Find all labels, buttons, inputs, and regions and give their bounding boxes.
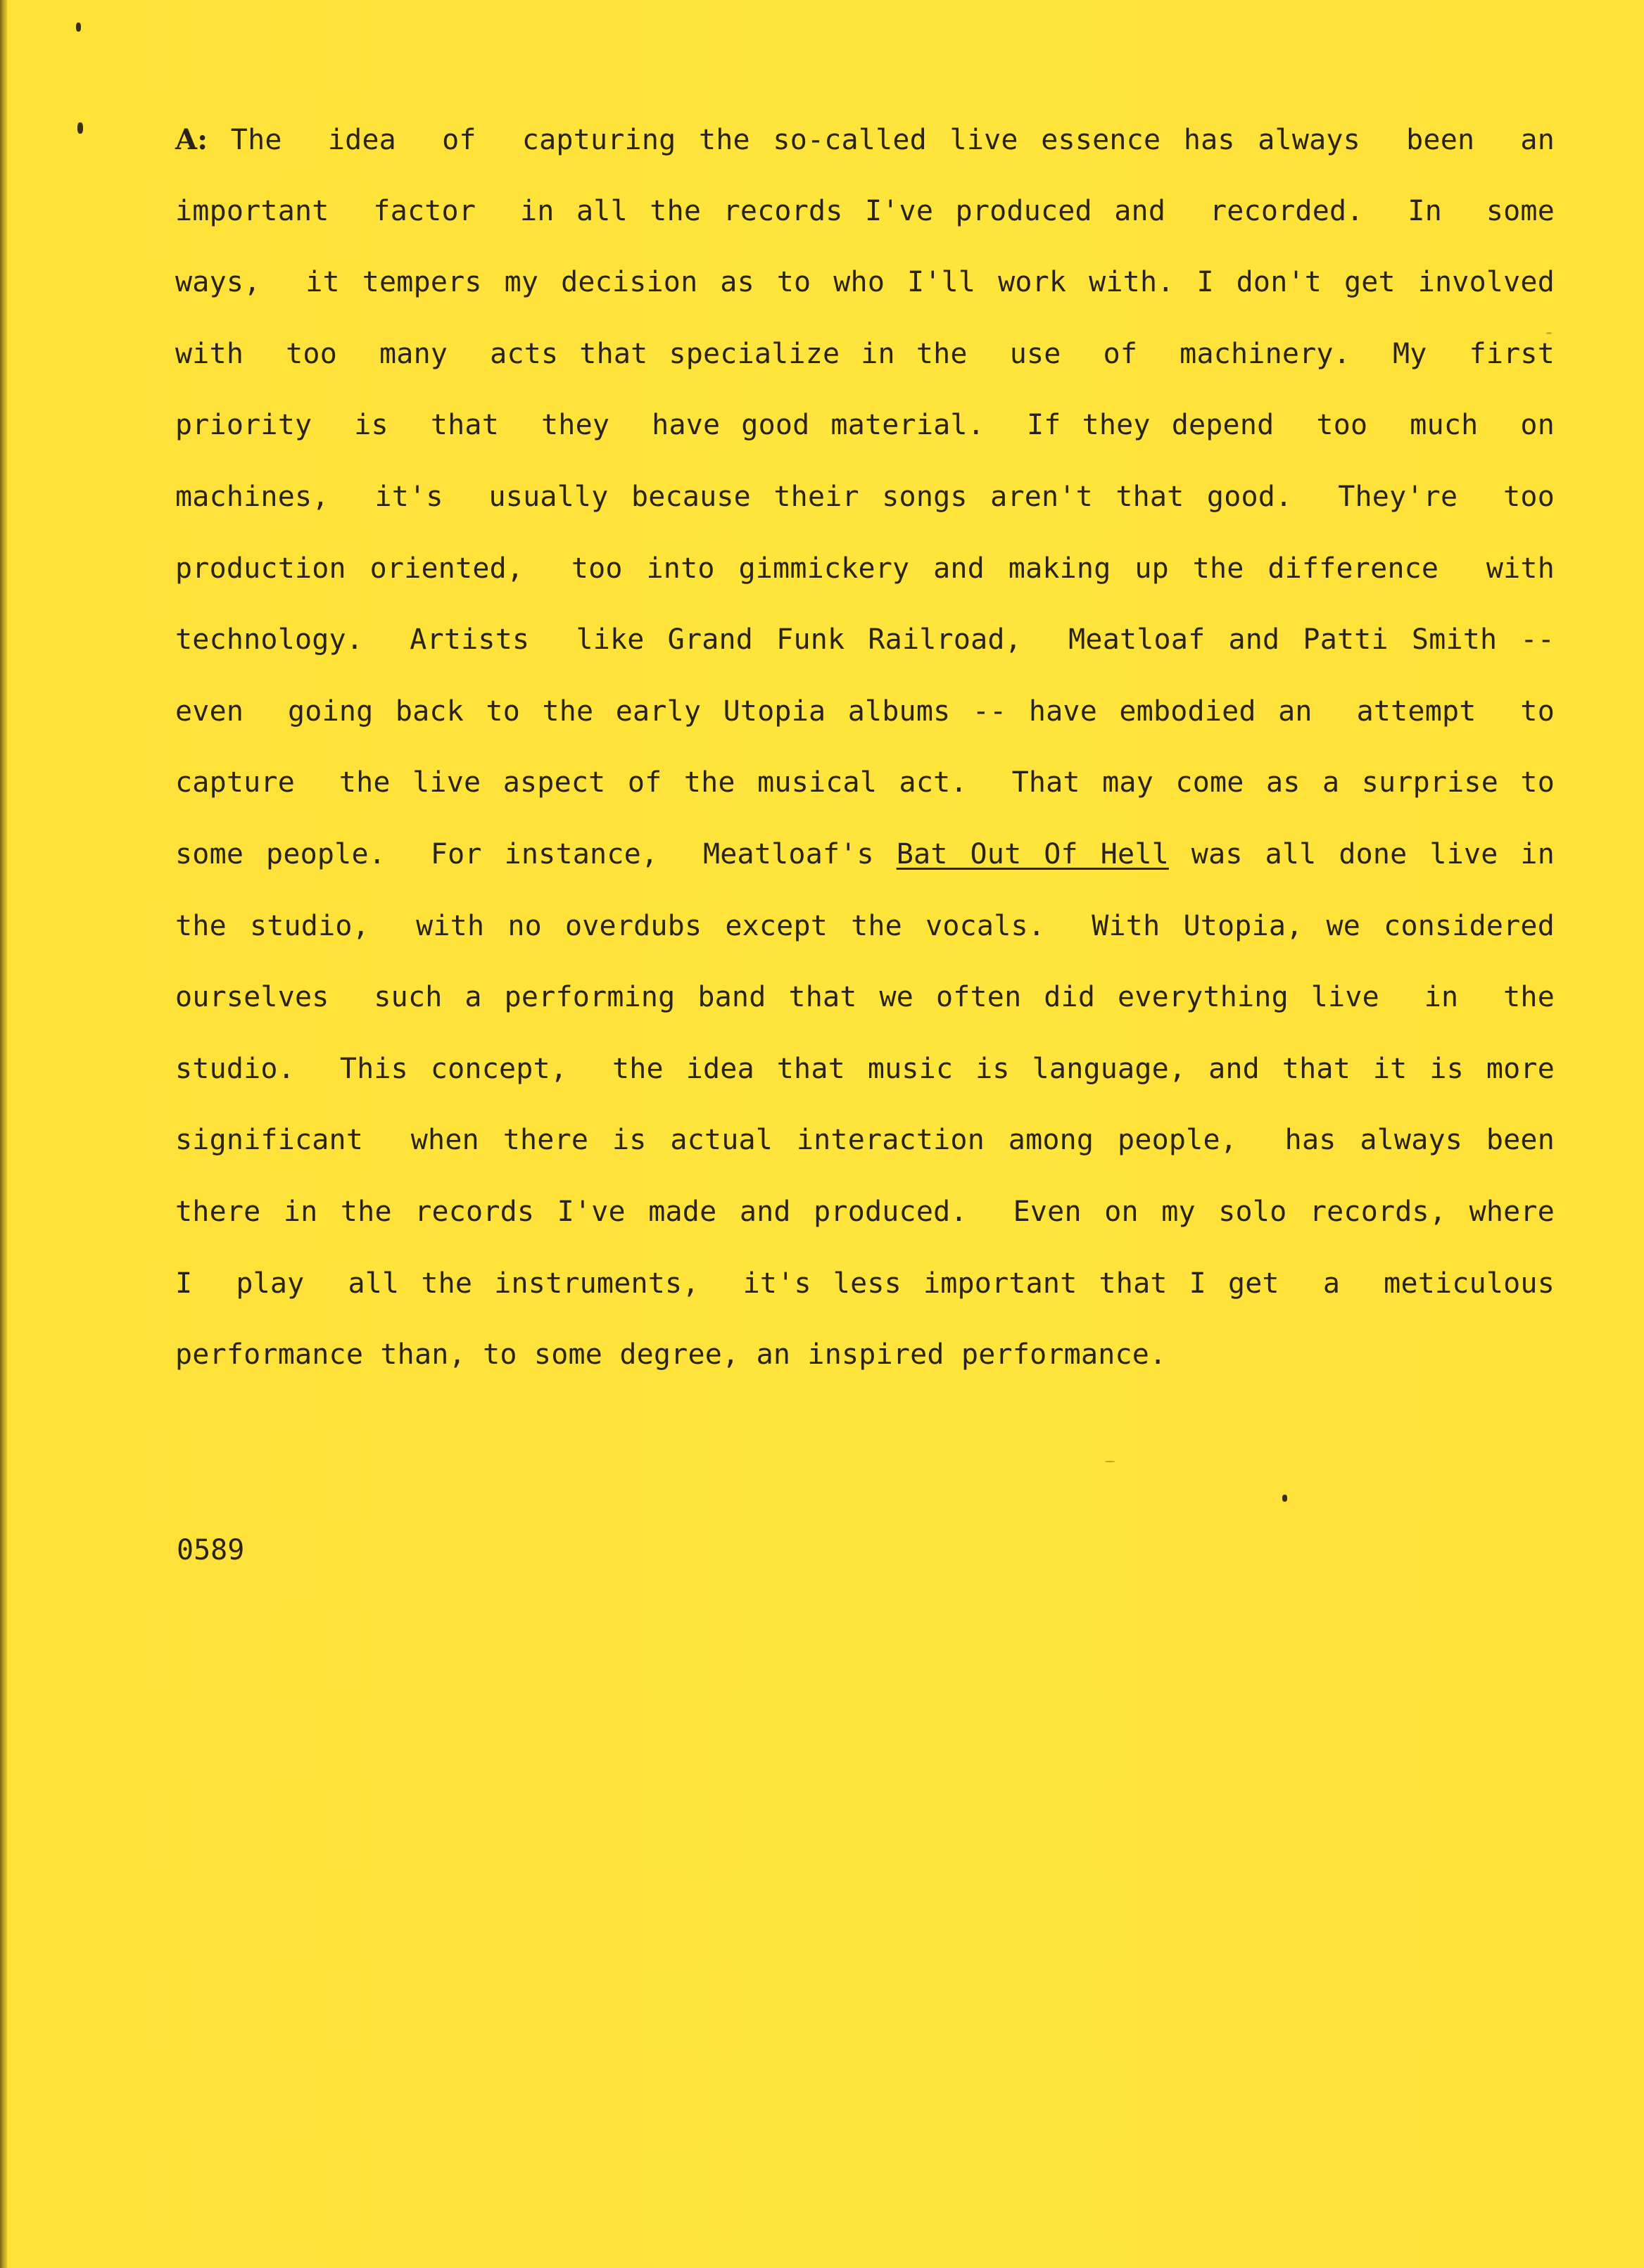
text-line-2: important factor in all the records I've produced and recorded. In some [175, 194, 1555, 227]
text-line-17: I play all the instruments, it's less important that I get a meticulous [175, 1267, 1555, 1300]
text-line-1-content: The idea of capturing the so-called live essence has always been an [208, 124, 1555, 156]
text-line-18: performance than, to some degree, an inspired performance. [175, 1338, 1167, 1371]
scan-speck [76, 23, 81, 32]
scan-edge [0, 0, 7, 2268]
text-line-12: the studio, with no overdubs except the vocals. With Utopia, we considered [175, 909, 1555, 942]
scan-speck [77, 122, 83, 134]
text-line-3: ways, it tempers my decision as to who I'll work with. I don't get involved [175, 266, 1555, 299]
text-line-4: with too many acts that specialize in the use of machinery. My first [175, 337, 1555, 370]
text-line-1 [175, 104, 1555, 176]
text-line-5: priority is that they have good material. If they depend too much on [175, 409, 1555, 442]
text-line-6: machines, it's usually because their songs aren't that good. They're too [175, 480, 1555, 513]
page-number: 0589 [177, 1534, 245, 1566]
text-line-14: studio. This concept, the idea that music is language, and that it is more [175, 1052, 1555, 1085]
text-line-11-before: some people. For instance, Meatloaf's [175, 837, 897, 870]
scan-speck [1105, 1461, 1115, 1462]
text-line-11-after: was all done live in [1168, 837, 1555, 870]
text-line-11 [175, 819, 1555, 891]
scan-speck [1282, 1495, 1287, 1502]
text-line-15: significant when there is actual interaction among people, has always been [175, 1124, 1555, 1157]
album-title: Bat Out Of Hell [896, 837, 1169, 870]
text-line-13: ourselves such a performing band that we often did everything live in the [175, 981, 1555, 1014]
text-line-9: even going back to the early Utopia albums -- have embodied an attempt to [175, 695, 1555, 728]
text-line-7: production oriented, too into gimmickery and making up the difference with [175, 552, 1555, 585]
answer-paragraph [175, 104, 1555, 1391]
text-line-10: capture the live aspect of the musical act. That may come as a surprise to [175, 766, 1555, 799]
text-line-16: there in the records I've made and produced. Even on my solo records, where [175, 1195, 1555, 1228]
answer-label: A: [175, 123, 208, 156]
text-line-8: technology. Artists like Grand Funk Railroad, Meatloaf and Patti Smith -- [175, 623, 1555, 657]
